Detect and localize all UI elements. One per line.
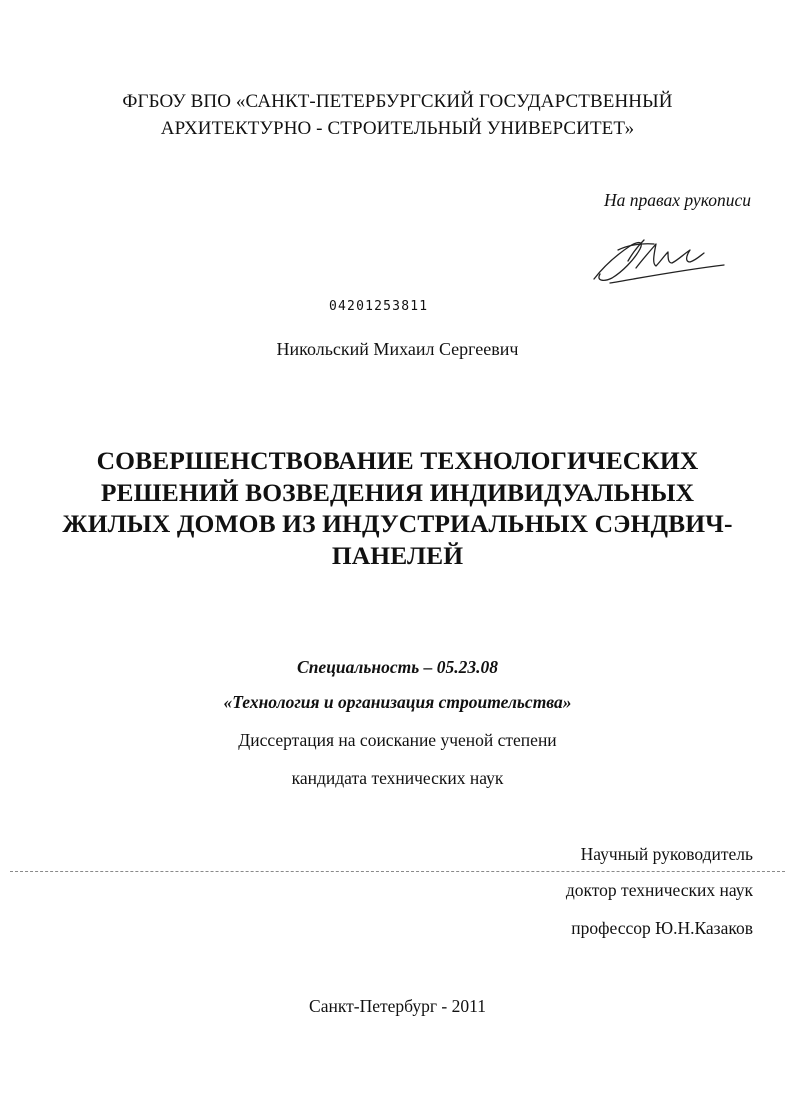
divider-line [10,871,785,872]
organization-line-2: АРХИТЕКТУРНО - СТРОИТЕЛЬНЫЙ УНИВЕРСИТЕТ» [160,118,635,139]
title-line-2: РЕШЕНИЙ ВОЗВЕДЕНИЯ ИНДИВИДУАЛЬНЫХ [100,477,695,507]
place-and-year: Санкт-Петербург - 2011 [309,996,486,1016]
degree-line-2: кандидата технических наук [291,768,504,788]
specialty-name: «Технология и организация строительства» [223,692,572,712]
advisor-role: Научный руководитель [580,844,753,864]
manuscript-note: На правах рукописи [604,190,751,210]
title-line-3: ЖИЛЫХ ДОМОВ ИЗ ИНДУСТРИАЛЬНЫХ СЭНДВИЧ- [62,509,733,538]
title-line-4: ПАНЕЛЕЙ [331,540,464,570]
degree-line-1: Диссертация на соискание ученой степени [238,730,557,750]
dissertation-title [0,445,795,571]
organization-line-1: ФГБОУ ВПО «САНКТ-ПЕТЕРБУРГСКИЙ ГОСУДАРСТВЕННЫЙ [122,91,673,112]
advisor-name: профессор Ю.Н.Казаков [571,918,753,938]
specialty-code: Специальность – 05.23.08 [297,657,498,677]
advisor-degree: доктор технических наук [565,880,753,900]
serial-number: 04201253811 [329,299,429,314]
handwritten-signature-icon [588,232,728,288]
title-line-1: СОВЕРШЕНСТВОВАНИЕ ТЕХНОЛОГИЧЕСКИХ [96,446,699,475]
organization-name [0,88,795,142]
author-name: Никольский Михаил Сергеевич [276,339,519,359]
